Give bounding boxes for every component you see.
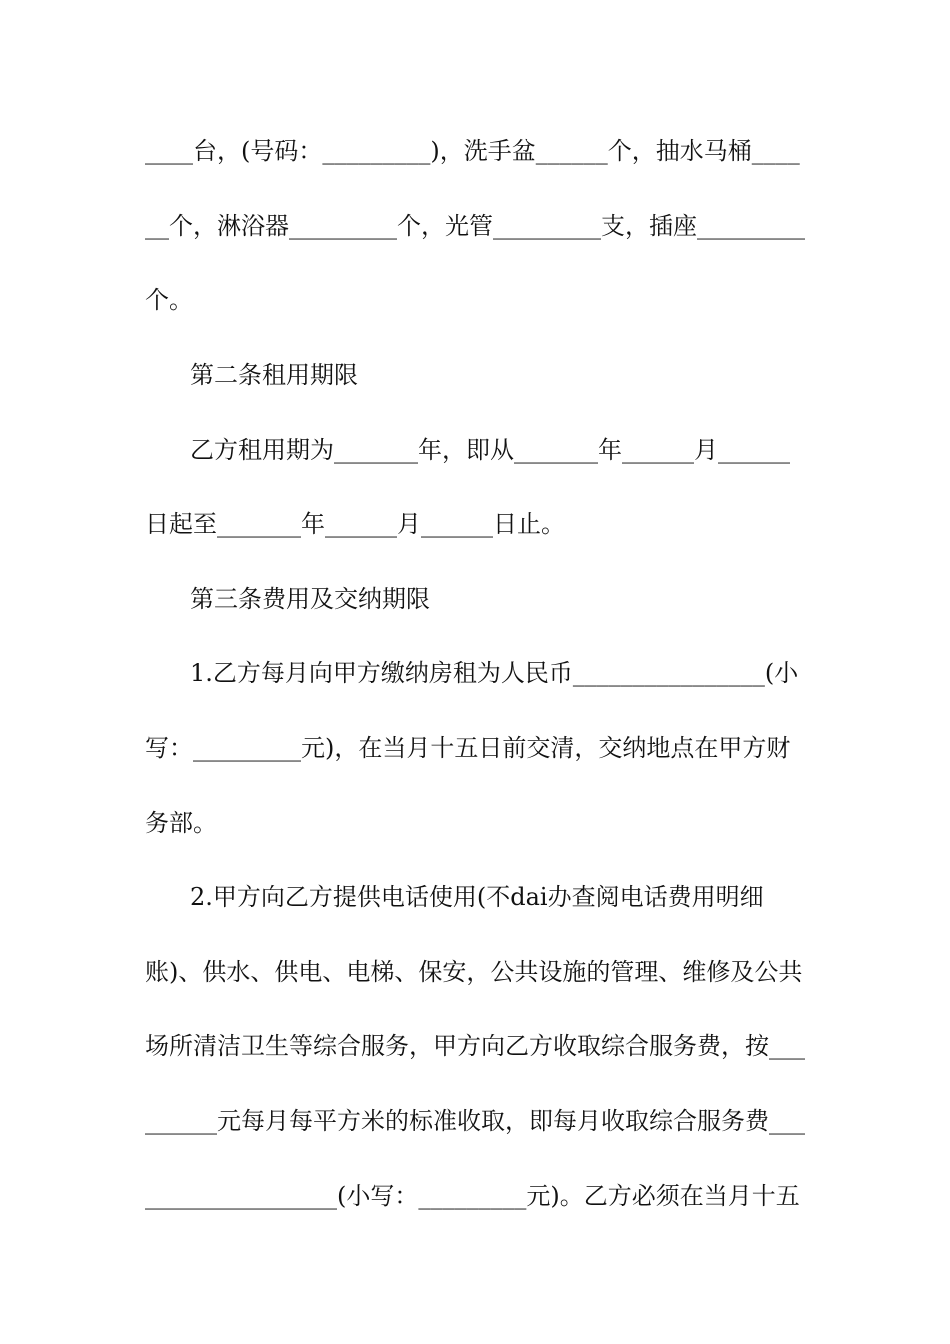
text-line-3: 个。 <box>145 286 193 314</box>
text-line-11: 2.甲方向乙方提供电话使用(不dai办查阅电话费用明细 <box>190 883 764 911</box>
text-line-13: 场所清洁卫生等综合服务，甲方向乙方收取综合服务费，按___ <box>145 1032 805 1060</box>
text-line-15: ________________(小写：_________元)。乙方必须在当月十五 <box>145 1182 800 1210</box>
section-heading-3: 第三条费用及交纳期限 <box>190 585 430 613</box>
text-line-9: 写：_________元)，在当月十五日前交清，交纳地点在甲方财 <box>145 734 791 762</box>
text-line-8: 1.乙方每月向甲方缴纳房租为人民币________________(小 <box>190 659 799 687</box>
text-line-10: 务部。 <box>145 809 217 837</box>
text-line-14: ______元每月每平方米的标准收取，即每月收取综合服务费___ <box>145 1107 805 1135</box>
section-heading-2: 第二条租用期限 <box>190 361 358 389</box>
text-line-2: __个，淋浴器_________个，光管_________支，插座_________ <box>145 212 805 240</box>
text-line-12: 账)、供水、供电、电梯、保安，公共设施的管理、维修及公共 <box>145 958 803 986</box>
text-line-5: 乙方租用期为_______年，即从_______年______月______ <box>190 436 790 464</box>
text-line-6: 日起至_______年______月______日止。 <box>145 510 565 538</box>
text-line-1: ____台，(号码：_________)，洗手盆______个，抽水马桶____ <box>145 137 800 165</box>
